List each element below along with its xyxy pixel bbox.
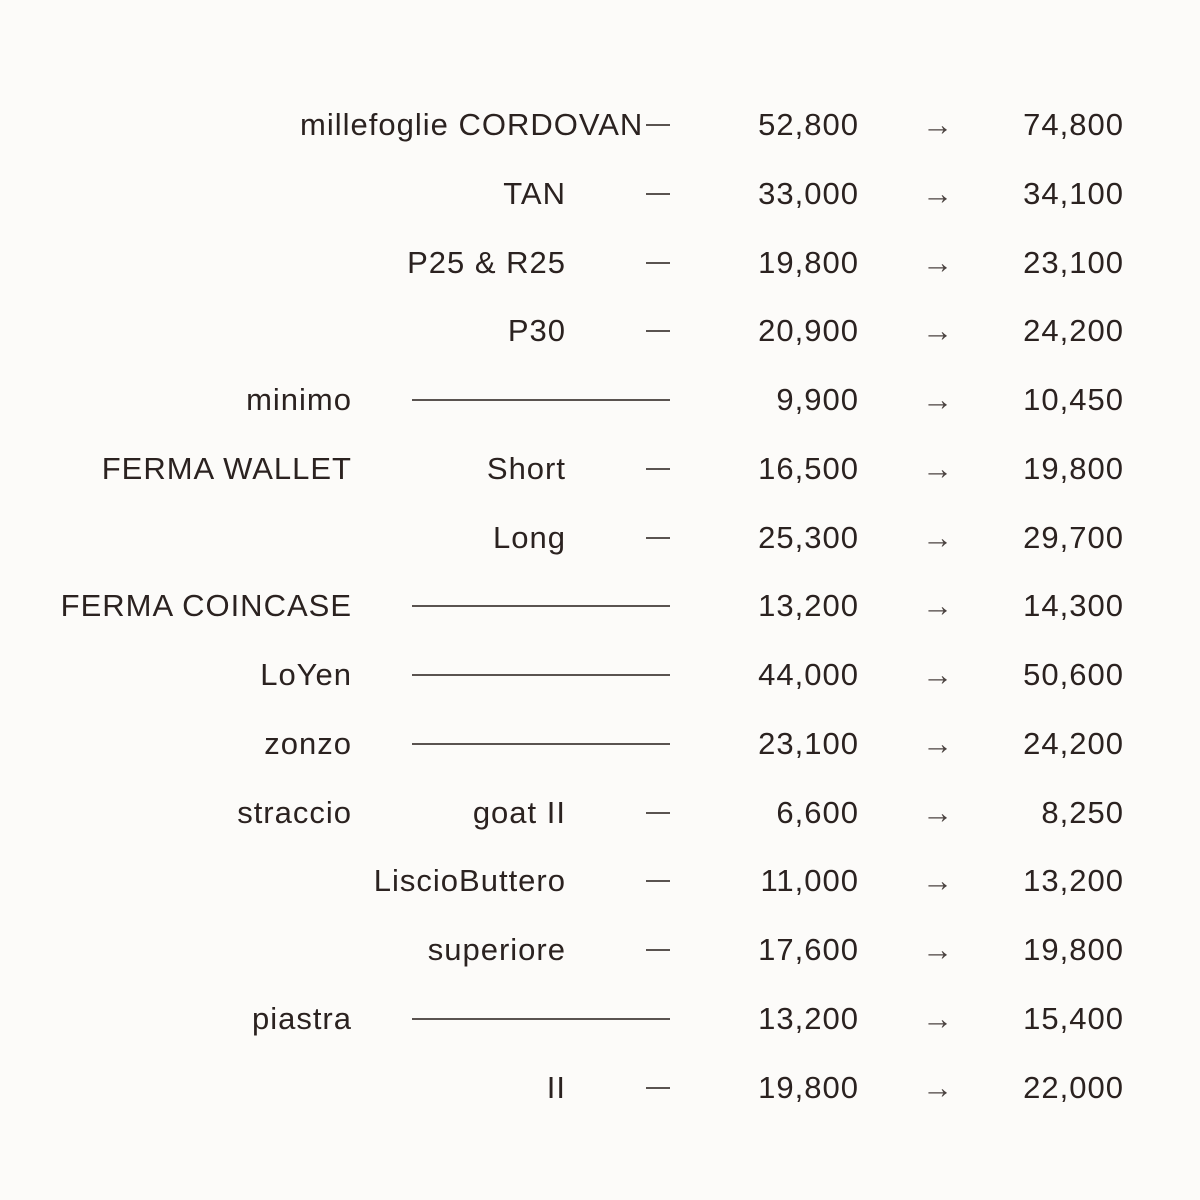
price-row (0, 508, 1200, 568)
right-arrow-icon: → (922, 382, 954, 417)
right-arrow-icon: → (922, 932, 954, 967)
old-price: 16,500 (758, 450, 859, 486)
new-price: 8,250 (1041, 794, 1124, 830)
product-variant-label: TAN (503, 175, 566, 211)
price-row (0, 164, 1200, 224)
new-price: 23,100 (1023, 244, 1124, 280)
product-group-label: FERMA COINCASE (60, 588, 352, 624)
price-row (0, 370, 1200, 430)
new-price: 13,200 (1023, 863, 1124, 899)
dash-separator (646, 1087, 670, 1089)
right-arrow-icon: → (922, 1000, 954, 1036)
leader-line (412, 743, 670, 745)
new-price: 29,700 (1023, 519, 1124, 555)
new-price: 24,200 (1023, 313, 1124, 349)
price-row (0, 989, 1200, 1049)
new-price: 15,400 (1023, 1000, 1124, 1036)
old-price: 13,200 (758, 588, 859, 624)
right-arrow-icon: → (922, 175, 954, 211)
right-arrow-icon: → (922, 657, 954, 692)
old-price: 9,900 (776, 382, 859, 417)
right-arrow-icon: → (922, 519, 954, 555)
new-price: 24,200 (1023, 725, 1124, 761)
price-row (0, 645, 1200, 705)
price-row (0, 920, 1200, 980)
product-group-label: minimo (246, 382, 352, 417)
dash-separator (646, 193, 670, 195)
right-arrow-icon: → (922, 863, 954, 899)
right-arrow-icon: → (922, 1069, 954, 1105)
product-variant-label: millefoglie CORDOVAN (300, 107, 644, 142)
product-group-label: piastra (251, 1000, 352, 1036)
new-price: 50,600 (1023, 657, 1124, 692)
price-row (0, 576, 1200, 636)
right-arrow-icon: → (922, 450, 954, 486)
dash-separator (646, 262, 670, 264)
product-variant-label: II (546, 1069, 566, 1105)
dash-separator (646, 812, 670, 814)
old-price: 19,800 (758, 1069, 859, 1105)
new-price: 22,000 (1023, 1069, 1124, 1105)
leader-line (412, 674, 670, 676)
new-price: 74,800 (1023, 107, 1124, 142)
price-row (0, 95, 1200, 155)
right-arrow-icon: → (922, 794, 954, 830)
new-price: 19,800 (1023, 450, 1124, 486)
product-group-label: straccio (237, 794, 352, 830)
right-arrow-icon: → (922, 313, 954, 349)
new-price: 19,800 (1023, 932, 1124, 967)
old-price: 33,000 (758, 175, 859, 211)
product-variant-label: Long (493, 519, 566, 555)
price-row (0, 783, 1200, 843)
price-row (0, 714, 1200, 774)
price-row (0, 301, 1200, 361)
old-price: 23,100 (758, 725, 859, 761)
product-variant-label: Short (486, 450, 566, 486)
product-group-label: zonzo (264, 725, 352, 761)
dash-separator (646, 124, 670, 126)
right-arrow-icon: → (922, 244, 954, 280)
new-price: 14,300 (1023, 588, 1124, 624)
old-price: 19,800 (758, 244, 859, 280)
leader-line (412, 605, 670, 607)
price-row (0, 851, 1200, 911)
price-row (0, 1058, 1200, 1118)
product-variant-label: P30 (507, 313, 566, 349)
dash-separator (646, 330, 670, 332)
product-variant-label: superiore (427, 932, 566, 967)
old-price: 25,300 (758, 519, 859, 555)
new-price: 34,100 (1023, 175, 1124, 211)
old-price: 44,000 (758, 657, 859, 692)
product-variant-label: goat II (472, 794, 566, 830)
right-arrow-icon: → (922, 588, 954, 624)
price-row (0, 439, 1200, 499)
product-variant-label: LiscioButtero (373, 863, 566, 899)
product-group-label: LoYen (260, 657, 352, 692)
old-price: 6,600 (776, 794, 859, 830)
old-price: 52,800 (758, 107, 859, 142)
dash-separator (646, 949, 670, 951)
old-price: 11,000 (760, 863, 859, 899)
product-variant-label: P25 & R25 (407, 244, 566, 280)
product-group-label: FERMA WALLET (101, 450, 352, 486)
right-arrow-icon: → (922, 725, 954, 761)
right-arrow-icon: → (922, 107, 954, 142)
dash-separator (646, 880, 670, 882)
old-price: 17,600 (758, 932, 859, 967)
leader-line (412, 1018, 670, 1020)
leader-line (412, 399, 670, 401)
dash-separator (646, 537, 670, 539)
old-price: 13,200 (758, 1000, 859, 1036)
new-price: 10,450 (1023, 382, 1124, 417)
price-row (0, 233, 1200, 293)
old-price: 20,900 (758, 313, 859, 349)
dash-separator (646, 468, 670, 470)
